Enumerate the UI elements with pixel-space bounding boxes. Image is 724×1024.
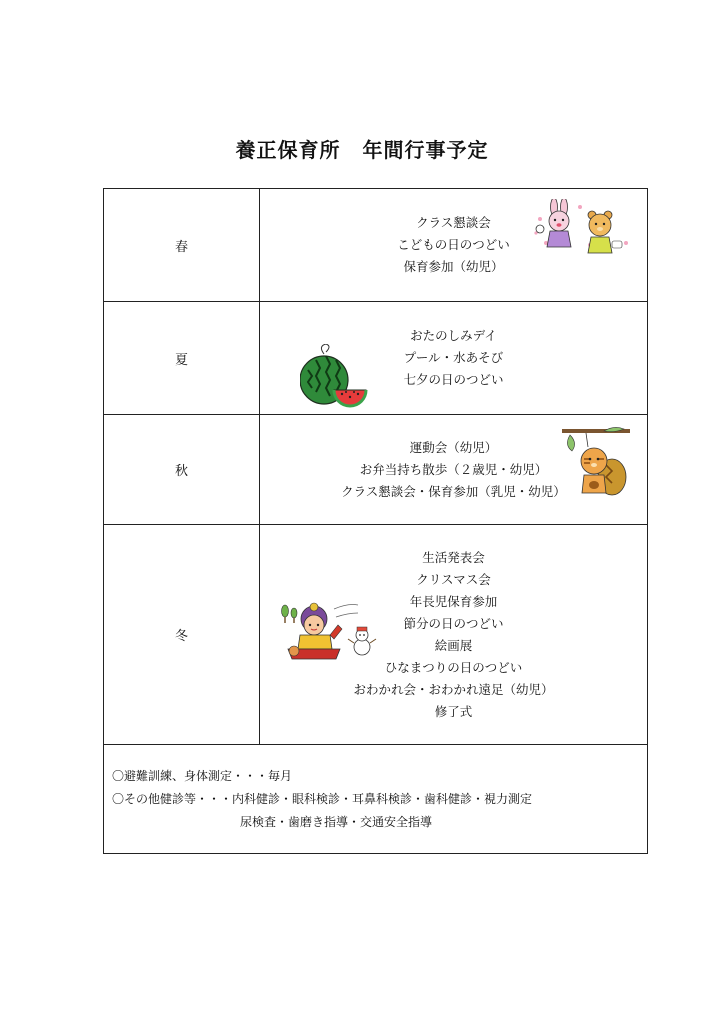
event-item: おたのしみデイ — [410, 328, 497, 343]
notes-row — [104, 745, 648, 854]
title-sub: 年間行事予定 — [362, 138, 489, 162]
schedule-table — [103, 188, 648, 854]
event-item: ひなまつりの日のつどい — [384, 659, 523, 675]
event-item: こどもの日のつどい — [397, 237, 510, 252]
season-events-spring — [260, 189, 648, 302]
event-item: プール・水あそび — [403, 350, 504, 365]
event-item: クラス懇談会 — [416, 215, 491, 230]
notes-cell — [104, 745, 648, 854]
event-item: クリスマス会 — [416, 571, 491, 587]
season-events-summer — [260, 302, 648, 415]
notes-block — [104, 745, 647, 834]
event-item: 七夕の日のつどい — [403, 372, 504, 387]
event-item: 生活発表会 — [422, 549, 485, 565]
season-row-winter — [104, 525, 648, 745]
notes-line-checkups: 〇その他健診等・・・内科健診・眼科検診・耳鼻科検診・歯科健診・視力測定 — [112, 792, 533, 806]
event-item: 節分の日のつどい — [403, 615, 504, 631]
season-label-winter: 冬 — [104, 525, 260, 745]
event-item: 絵画展 — [434, 637, 473, 653]
season-label-autumn: 秋 — [104, 415, 260, 525]
child-sledding-snowman-illustration — [276, 599, 380, 669]
season-row-autumn — [104, 415, 648, 525]
season-events-winter — [260, 525, 648, 745]
squirrel-on-branch-illustration — [560, 425, 640, 501]
season-row-summer — [104, 302, 648, 415]
notes-line-checkups-cont: 尿検査・歯磨き指導・交通安全指導 — [240, 815, 433, 829]
title-main: 養正保育所 — [235, 138, 341, 162]
event-item: 年長児保育参加 — [409, 593, 498, 609]
rabbit-and-bear-illustration — [532, 199, 632, 259]
page-title — [0, 134, 724, 163]
event-item: お弁当持ち散歩（２歳児・幼児） — [359, 461, 548, 477]
event-item: クラス懇談会・保育参加（乳児・幼児） — [341, 483, 566, 499]
event-item: 運動会（幼児） — [409, 439, 498, 455]
season-events-autumn — [260, 415, 648, 525]
event-item: 修了式 — [434, 703, 473, 719]
watermelon-illustration — [300, 344, 370, 408]
season-label-summer: 夏 — [104, 302, 260, 415]
season-label-spring: 春 — [104, 189, 260, 302]
event-item: 保育参加（幼児） — [403, 259, 504, 274]
notes-line-drills: 〇避難訓練、身体測定・・・毎月 — [112, 769, 293, 783]
event-item: おわかれ会・おわかれ遠足（幼児） — [353, 681, 554, 697]
season-row-spring — [104, 189, 648, 302]
